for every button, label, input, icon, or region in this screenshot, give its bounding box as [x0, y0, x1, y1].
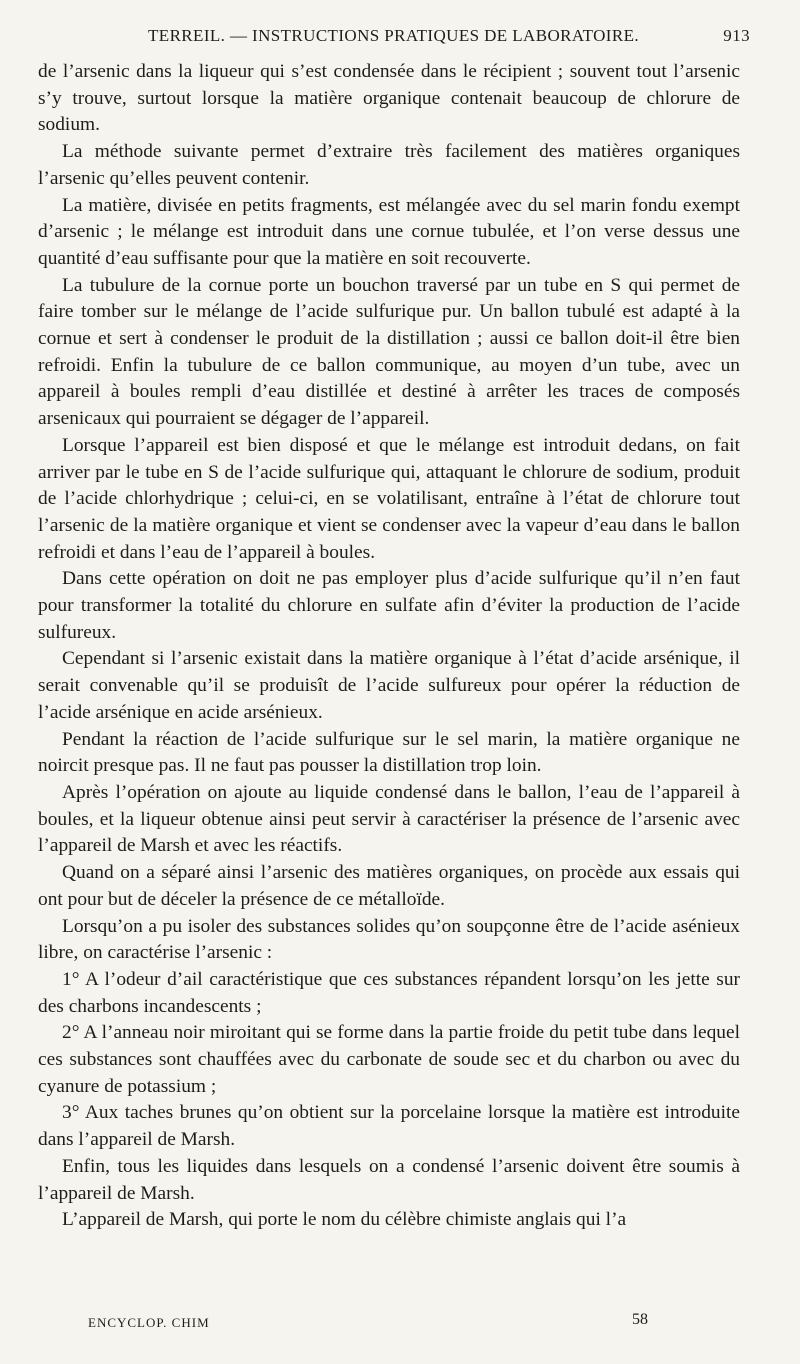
paragraph: Enfin, tous les liquides dans lesquels on a condensé l’arsenic doivent être soumis à l’appareil de Marsh. — [38, 1155, 740, 1204]
page-number: 913 — [723, 26, 750, 45]
list-item: 3° Aux taches brunes qu’on obtient sur la porcelaine lorsque la matière est introduite dans l’appareil de Marsh. — [38, 1102, 740, 1151]
running-title: TERREIL. — INSTRUCTIONS PRATIQUES DE LABORATOIRE. — [148, 26, 640, 45]
list-item: 2° A l’anneau noir miroitant qui se forme dans la partie froide du petit tube dans lequel ces substances sont chauffées avec du carbonate de soude sec et du charbon ou avec du cyanure de potassium ; — [38, 1022, 740, 1097]
paragraph: Lorsque l’appareil est bien disposé et que le mélange est introduit dedans, on fait arriver par le tube en S de l’acide sulfurique qui, attaquant le chlorure de sodium, produit de l’acide chlorhydrique ; celui-ci, en se volatilisant, entraîne à l’état de chlorure tout l’arsenic de la matière organique et vient se condenser avec la vapeur d’eau dans le ballon refroidi et dans l’eau de l’appareil à boules. — [38, 434, 740, 563]
paragraph: La tubulure de la cornue porte un bouchon traversé par un tube en S qui permet de faire tomber sur le mélange de l’acide sulfurique pur. Un ballon tubulé est adapté à la cornue et sert à condenser le produit de la distillation ; aussi ce ballon doit-il être bien refroidi. Enfin la tubulure de ce ballon communique, au moyen d’un tube, avec un appareil à boules rempli d’eau distillée et destiné à arrêter les traces de composés arsenicaux qui pourraient se dégager de l’appareil. — [38, 274, 740, 430]
paragraph: Lorsqu’on a pu isoler des substances solides qu’on soupçonne être de l’acide asénieux libre, on caractérise l’arsenic : — [38, 915, 740, 964]
paragraph: Quand on a séparé ainsi l’arsenic des matières organiques, on procède aux essais qui ont pour but de déceler la présence de ce métalloïde. — [38, 862, 740, 910]
paragraph: Après l’opération on ajoute au liquide condensé dans le ballon, l’eau de l’appareil à boules, et la liqueur obtenue ainsi peut servir à caractériser la présence de l’arsenic avec l’appareil de Marsh et avec les réactifs. — [38, 781, 740, 857]
signature-label: ENCYCLOP. CHIM — [88, 1315, 210, 1330]
paragraph: L’appareil de Marsh, qui porte le nom du célèbre chimiste anglais qui l’a — [62, 1209, 627, 1231]
signature-number: 58 — [632, 1311, 648, 1328]
paragraph: Cependant si l’arsenic existait dans la matière organique à l’état d’acide arsénique, il serait convenable qu’il se produisît de l’acide sulfureux pour opérer la réduction de l’acide arsénique en acide arsénieux. — [38, 648, 740, 723]
paragraph: La matière, divisée en petits fragments, est mélangée avec du sel marin fondu exempt d’arsenic ; le mélange est introduit dans une cornue tubulée, et l’on verse dessus une quantité d’eau suffisante pour que la matière en soit recouverte. — [38, 194, 740, 269]
paragraph-continuation: de l’arsenic dans la liqueur qui s’est condensée dans le récipient ; souvent tout l’arsenic s’y trouve, surtout lorsque la matière organique contenait beaucoup de chlorure de sodium. — [38, 61, 740, 136]
body-text — [38, 59, 740, 1234]
list-item: 1° A l’odeur d’ail caractéristique que ces substances répandent lorsqu’on les jette sur des charbons incandescents ; — [38, 968, 740, 1017]
paragraph: Dans cette opération on doit ne pas employer plus d’acide sulfurique qu’il n’en faut pour transformer la totalité du chlorure en sulfate afin d’éviter la production de l’acide sulfureux. — [38, 568, 740, 643]
running-header — [38, 26, 750, 52]
page-footer — [38, 1311, 740, 1333]
paragraph: Pendant la réaction de l’acide sulfurique sur le sel marin, la matière organique ne noircit presque pas. Il ne faut pas pousser la distillation trop loin. — [38, 728, 740, 777]
paragraph: La méthode suivante permet d’extraire très facilement des matières organiques l’arsenic qu’elles peuvent contenir. — [38, 141, 740, 189]
